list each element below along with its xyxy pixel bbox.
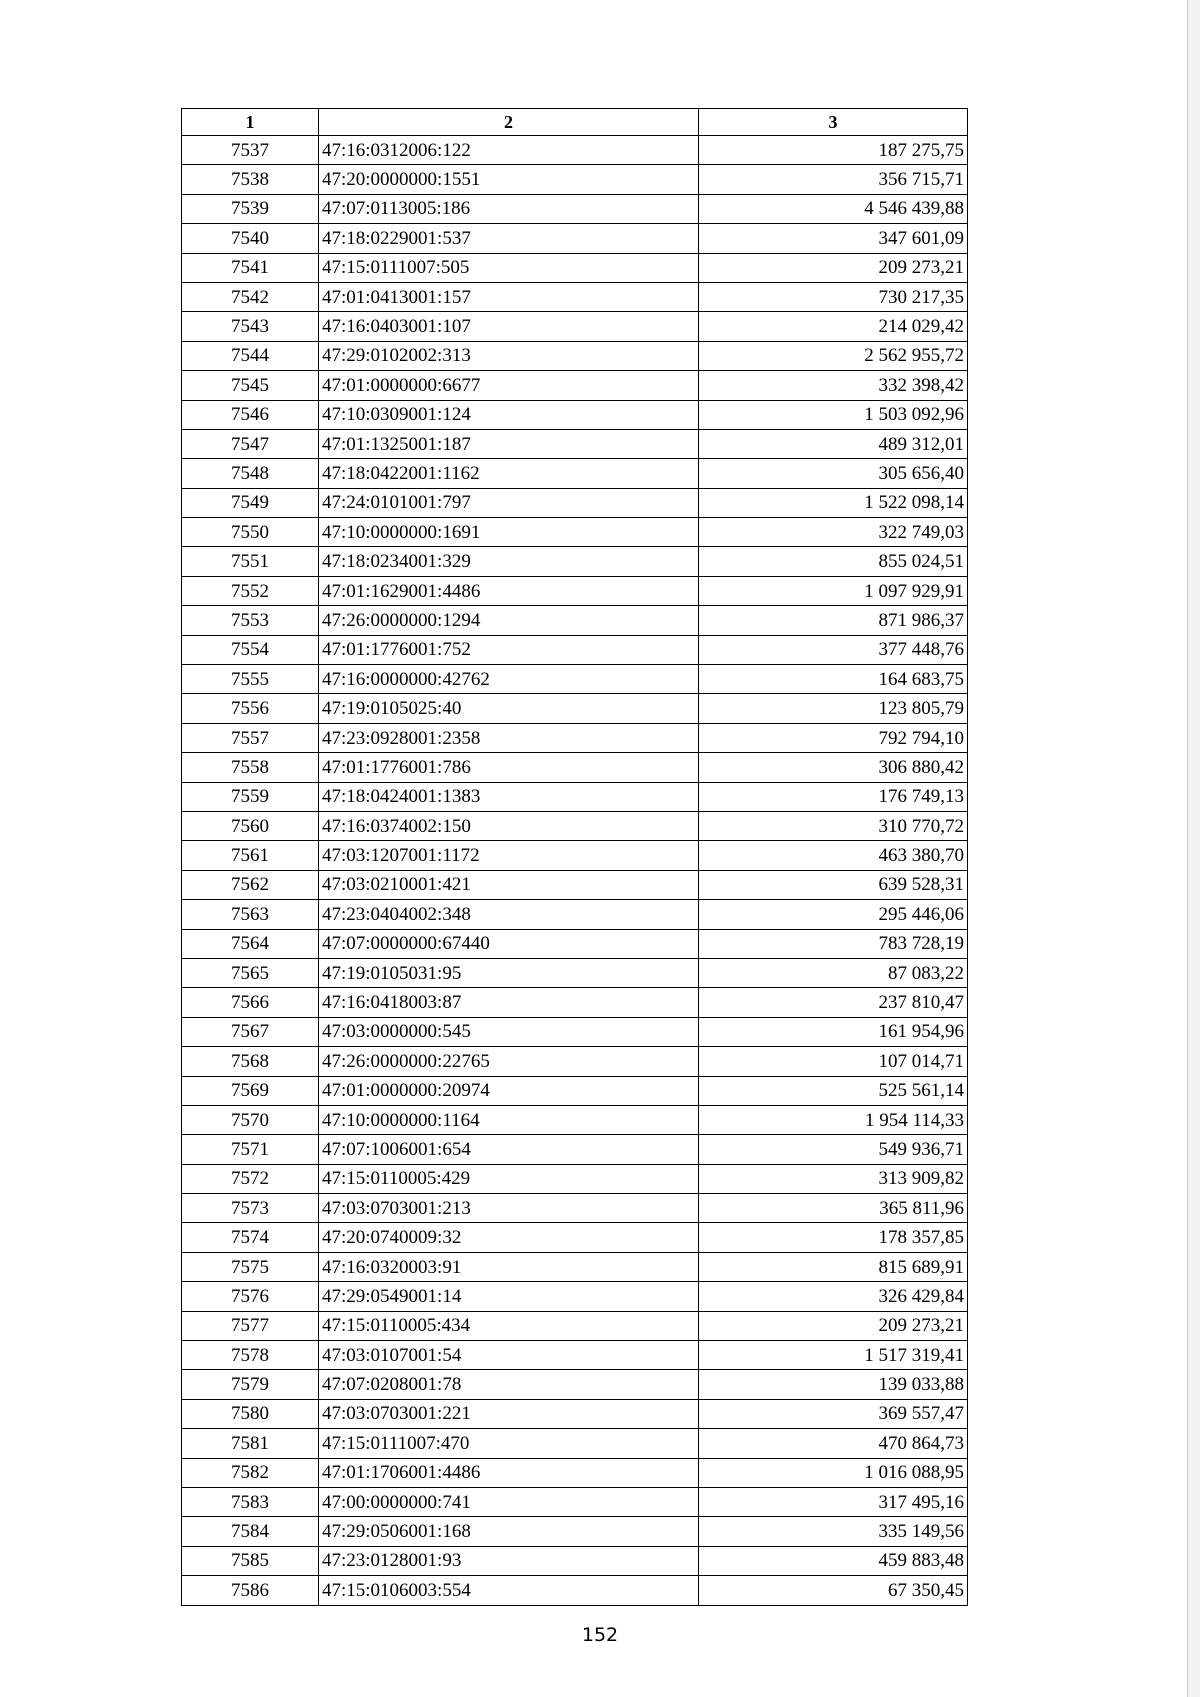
table-row — [182, 841, 968, 870]
cadastral-number-cell: 47:03:0703001:221 — [319, 1399, 699, 1428]
value-amount-cell: 107 014,71 — [699, 1047, 968, 1076]
value-amount-cell: 161 954,96 — [699, 1017, 968, 1046]
table-row — [182, 988, 968, 1017]
value-amount-cell: 176 749,13 — [699, 782, 968, 811]
cadastral-number-cell: 47:03:0210001:421 — [319, 870, 699, 899]
value-amount-cell: 783 728,19 — [699, 929, 968, 958]
cadastral-number-cell: 47:23:0928001:2358 — [319, 723, 699, 752]
row-number-cell: 7551 — [182, 547, 319, 576]
cadastral-number-cell: 47:01:1776001:752 — [319, 635, 699, 664]
table-row — [182, 1576, 968, 1605]
table-row — [182, 1105, 968, 1134]
cadastral-number-cell: 47:16:0374002:150 — [319, 811, 699, 840]
table-row — [182, 811, 968, 840]
value-amount-cell: 335 149,56 — [699, 1517, 968, 1546]
header-cell-col-2: 2 — [319, 109, 699, 136]
value-amount-cell: 2 562 955,72 — [699, 341, 968, 370]
row-number-cell: 7584 — [182, 1517, 319, 1546]
row-number-cell: 7573 — [182, 1194, 319, 1223]
table-row — [182, 1487, 968, 1516]
row-number-cell: 7578 — [182, 1341, 319, 1370]
table-row — [182, 1076, 968, 1105]
row-number-cell: 7541 — [182, 253, 319, 282]
table-row — [182, 1546, 968, 1575]
cadastral-number-cell: 47:19:0105031:95 — [319, 958, 699, 987]
value-amount-cell: 1 517 319,41 — [699, 1341, 968, 1370]
value-amount-cell: 730 217,35 — [699, 282, 968, 311]
table-row — [182, 1223, 968, 1252]
cadastral-number-cell: 47:16:0403001:107 — [319, 312, 699, 341]
table-row — [182, 429, 968, 458]
cadastral-number-cell: 47:10:0309001:124 — [319, 400, 699, 429]
value-amount-cell: 310 770,72 — [699, 811, 968, 840]
value-amount-cell: 187 275,75 — [699, 136, 968, 165]
row-number-cell: 7546 — [182, 400, 319, 429]
row-number-cell: 7554 — [182, 635, 319, 664]
table-row — [182, 1399, 968, 1428]
value-amount-cell: 305 656,40 — [699, 459, 968, 488]
row-number-cell: 7555 — [182, 665, 319, 694]
table-row — [182, 753, 968, 782]
row-number-cell: 7563 — [182, 900, 319, 929]
cadastral-number-cell: 47:01:1325001:187 — [319, 429, 699, 458]
value-amount-cell: 313 909,82 — [699, 1164, 968, 1193]
value-amount-cell: 4 546 439,88 — [699, 194, 968, 223]
table-row — [182, 547, 968, 576]
value-amount-cell: 139 033,88 — [699, 1370, 968, 1399]
table-row — [182, 1252, 968, 1281]
cadastral-number-cell: 47:16:0312006:122 — [319, 136, 699, 165]
row-number-cell: 7553 — [182, 606, 319, 635]
cadastral-number-cell: 47:03:0107001:54 — [319, 1341, 699, 1370]
row-number-cell: 7569 — [182, 1076, 319, 1105]
table-row — [182, 1517, 968, 1546]
row-number-cell: 7576 — [182, 1282, 319, 1311]
value-amount-cell: 317 495,16 — [699, 1487, 968, 1516]
value-amount-cell: 347 601,09 — [699, 224, 968, 253]
row-number-cell: 7577 — [182, 1311, 319, 1340]
row-number-cell: 7574 — [182, 1223, 319, 1252]
value-amount-cell: 237 810,47 — [699, 988, 968, 1017]
table-row — [182, 194, 968, 223]
table-row — [182, 400, 968, 429]
data-table — [181, 108, 968, 1606]
cadastral-number-cell: 47:01:0413001:157 — [319, 282, 699, 311]
value-amount-cell: 214 029,42 — [699, 312, 968, 341]
value-amount-cell: 639 528,31 — [699, 870, 968, 899]
table-row — [182, 1282, 968, 1311]
row-number-cell: 7539 — [182, 194, 319, 223]
table-row — [182, 253, 968, 282]
table-row — [182, 1135, 968, 1164]
value-amount-cell: 871 986,37 — [699, 606, 968, 635]
cadastral-number-cell: 47:29:0506001:168 — [319, 1517, 699, 1546]
value-amount-cell: 356 715,71 — [699, 165, 968, 194]
row-number-cell: 7567 — [182, 1017, 319, 1046]
cadastral-number-cell: 47:18:0422001:1162 — [319, 459, 699, 488]
row-number-cell: 7542 — [182, 282, 319, 311]
table-row — [182, 518, 968, 547]
table-row — [182, 1017, 968, 1046]
table-row — [182, 459, 968, 488]
cadastral-number-cell: 47:15:0106003:554 — [319, 1576, 699, 1605]
cadastral-number-cell: 47:03:0703001:213 — [319, 1194, 699, 1223]
table-row — [182, 1429, 968, 1458]
row-number-cell: 7562 — [182, 870, 319, 899]
row-number-cell: 7561 — [182, 841, 319, 870]
cadastral-number-cell: 47:26:0000000:22765 — [319, 1047, 699, 1076]
value-amount-cell: 463 380,70 — [699, 841, 968, 870]
table-row — [182, 1311, 968, 1340]
cadastral-number-cell: 47:07:0113005:186 — [319, 194, 699, 223]
row-number-cell: 7571 — [182, 1135, 319, 1164]
table-row — [182, 635, 968, 664]
cadastral-number-cell: 47:16:0418003:87 — [319, 988, 699, 1017]
row-number-cell: 7537 — [182, 136, 319, 165]
cadastral-number-cell: 47:01:1706001:4486 — [319, 1458, 699, 1487]
row-number-cell: 7547 — [182, 429, 319, 458]
table-row — [182, 136, 968, 165]
table-row — [182, 1370, 968, 1399]
row-number-cell: 7580 — [182, 1399, 319, 1428]
value-amount-cell: 369 557,47 — [699, 1399, 968, 1428]
cadastral-number-cell: 47:16:0320003:91 — [319, 1252, 699, 1281]
cadastral-number-cell: 47:10:0000000:1164 — [319, 1105, 699, 1134]
cadastral-number-cell: 47:29:0549001:14 — [319, 1282, 699, 1311]
row-number-cell: 7564 — [182, 929, 319, 958]
row-number-cell: 7549 — [182, 488, 319, 517]
row-number-cell: 7586 — [182, 1576, 319, 1605]
value-amount-cell: 525 561,14 — [699, 1076, 968, 1105]
value-amount-cell: 209 273,21 — [699, 1311, 968, 1340]
table-row — [182, 371, 968, 400]
cadastral-number-cell: 47:18:0424001:1383 — [319, 782, 699, 811]
row-number-cell: 7570 — [182, 1105, 319, 1134]
cadastral-number-cell: 47:07:1006001:654 — [319, 1135, 699, 1164]
cadastral-number-cell: 47:03:0000000:545 — [319, 1017, 699, 1046]
value-amount-cell: 1 016 088,95 — [699, 1458, 968, 1487]
row-number-cell: 7581 — [182, 1429, 319, 1458]
row-number-cell: 7575 — [182, 1252, 319, 1281]
cadastral-number-cell: 47:01:1776001:786 — [319, 753, 699, 782]
cadastral-number-cell: 47:20:0000000:1551 — [319, 165, 699, 194]
table-row — [182, 1047, 968, 1076]
cadastral-number-cell: 47:15:0110005:434 — [319, 1311, 699, 1340]
header-cell-col-1: 1 — [182, 109, 319, 136]
value-amount-cell: 855 024,51 — [699, 547, 968, 576]
cadastral-number-cell: 47:03:1207001:1172 — [319, 841, 699, 870]
cadastral-number-cell: 47:18:0229001:537 — [319, 224, 699, 253]
table-row — [182, 929, 968, 958]
value-amount-cell: 470 864,73 — [699, 1429, 968, 1458]
page-edge — [1187, 0, 1200, 1697]
cadastral-number-cell: 47:18:0234001:329 — [319, 547, 699, 576]
row-number-cell: 7538 — [182, 165, 319, 194]
row-number-cell: 7585 — [182, 1546, 319, 1575]
cadastral-number-cell: 47:01:0000000:20974 — [319, 1076, 699, 1105]
table-row — [182, 312, 968, 341]
value-amount-cell: 1 954 114,33 — [699, 1105, 968, 1134]
row-number-cell: 7552 — [182, 576, 319, 605]
table-row — [182, 1341, 968, 1370]
value-amount-cell: 164 683,75 — [699, 665, 968, 694]
cadastral-number-cell: 47:20:0740009:32 — [319, 1223, 699, 1252]
value-amount-cell: 365 811,96 — [699, 1194, 968, 1223]
table-row — [182, 665, 968, 694]
cadastral-number-cell: 47:29:0102002:313 — [319, 341, 699, 370]
value-amount-cell: 1 097 929,91 — [699, 576, 968, 605]
value-amount-cell: 792 794,10 — [699, 723, 968, 752]
table-row — [182, 900, 968, 929]
cadastral-number-cell: 47:07:0208001:78 — [319, 1370, 699, 1399]
value-amount-cell: 815 689,91 — [699, 1252, 968, 1281]
value-amount-cell: 295 446,06 — [699, 900, 968, 929]
cadastral-number-cell: 47:15:0111007:505 — [319, 253, 699, 282]
cadastral-number-cell: 47:26:0000000:1294 — [319, 606, 699, 635]
row-number-cell: 7543 — [182, 312, 319, 341]
value-amount-cell: 67 350,45 — [699, 1576, 968, 1605]
value-amount-cell: 459 883,48 — [699, 1546, 968, 1575]
table-row — [182, 282, 968, 311]
cadastral-number-cell: 47:19:0105025:40 — [319, 694, 699, 723]
cadastral-number-cell: 47:23:0404002:348 — [319, 900, 699, 929]
table-row — [182, 606, 968, 635]
cadastral-number-cell: 47:16:0000000:42762 — [319, 665, 699, 694]
table-row — [182, 488, 968, 517]
cadastral-number-cell: 47:10:0000000:1691 — [319, 518, 699, 547]
row-number-cell: 7572 — [182, 1164, 319, 1193]
cadastral-number-cell: 47:24:0101001:797 — [319, 488, 699, 517]
table-row — [182, 723, 968, 752]
table-row — [182, 1164, 968, 1193]
table-row — [182, 1458, 968, 1487]
row-number-cell: 7545 — [182, 371, 319, 400]
cadastral-number-cell: 47:07:0000000:67440 — [319, 929, 699, 958]
table-row — [182, 1194, 968, 1223]
row-number-cell: 7565 — [182, 958, 319, 987]
row-number-cell: 7544 — [182, 341, 319, 370]
row-number-cell: 7560 — [182, 811, 319, 840]
cadastral-number-cell: 47:01:0000000:6677 — [319, 371, 699, 400]
value-amount-cell: 1 522 098,14 — [699, 488, 968, 517]
value-amount-cell: 209 273,21 — [699, 253, 968, 282]
row-number-cell: 7579 — [182, 1370, 319, 1399]
cadastral-number-cell: 47:23:0128001:93 — [319, 1546, 699, 1575]
value-amount-cell: 377 448,76 — [699, 635, 968, 664]
cadastral-number-cell: 47:15:0110005:429 — [319, 1164, 699, 1193]
header-row — [182, 109, 968, 136]
table-header — [182, 109, 968, 136]
row-number-cell: 7548 — [182, 459, 319, 488]
value-amount-cell: 326 429,84 — [699, 1282, 968, 1311]
table-row — [182, 870, 968, 899]
cadastral-number-cell: 47:01:1629001:4486 — [319, 576, 699, 605]
cadastral-number-cell: 47:15:0111007:470 — [319, 1429, 699, 1458]
value-amount-cell: 123 805,79 — [699, 694, 968, 723]
table-row — [182, 576, 968, 605]
value-amount-cell: 489 312,01 — [699, 429, 968, 458]
row-number-cell: 7558 — [182, 753, 319, 782]
table-body — [182, 136, 968, 1606]
table-row — [182, 694, 968, 723]
row-number-cell: 7540 — [182, 224, 319, 253]
value-amount-cell: 549 936,71 — [699, 1135, 968, 1164]
value-amount-cell: 87 083,22 — [699, 958, 968, 987]
value-amount-cell: 322 749,03 — [699, 518, 968, 547]
row-number-cell: 7550 — [182, 518, 319, 547]
table-row — [182, 782, 968, 811]
row-number-cell: 7568 — [182, 1047, 319, 1076]
row-number-cell: 7559 — [182, 782, 319, 811]
value-amount-cell: 178 357,85 — [699, 1223, 968, 1252]
page-number: 152 — [581, 1624, 619, 1646]
value-amount-cell: 332 398,42 — [699, 371, 968, 400]
row-number-cell: 7557 — [182, 723, 319, 752]
value-amount-cell: 1 503 092,96 — [699, 400, 968, 429]
table-row — [182, 341, 968, 370]
row-number-cell: 7582 — [182, 1458, 319, 1487]
row-number-cell: 7556 — [182, 694, 319, 723]
value-amount-cell: 306 880,42 — [699, 753, 968, 782]
header-cell-col-3: 3 — [699, 109, 968, 136]
table-row — [182, 958, 968, 987]
table-row — [182, 165, 968, 194]
table-row — [182, 224, 968, 253]
row-number-cell: 7583 — [182, 1487, 319, 1516]
cadastral-number-cell: 47:00:0000000:741 — [319, 1487, 699, 1516]
row-number-cell: 7566 — [182, 988, 319, 1017]
